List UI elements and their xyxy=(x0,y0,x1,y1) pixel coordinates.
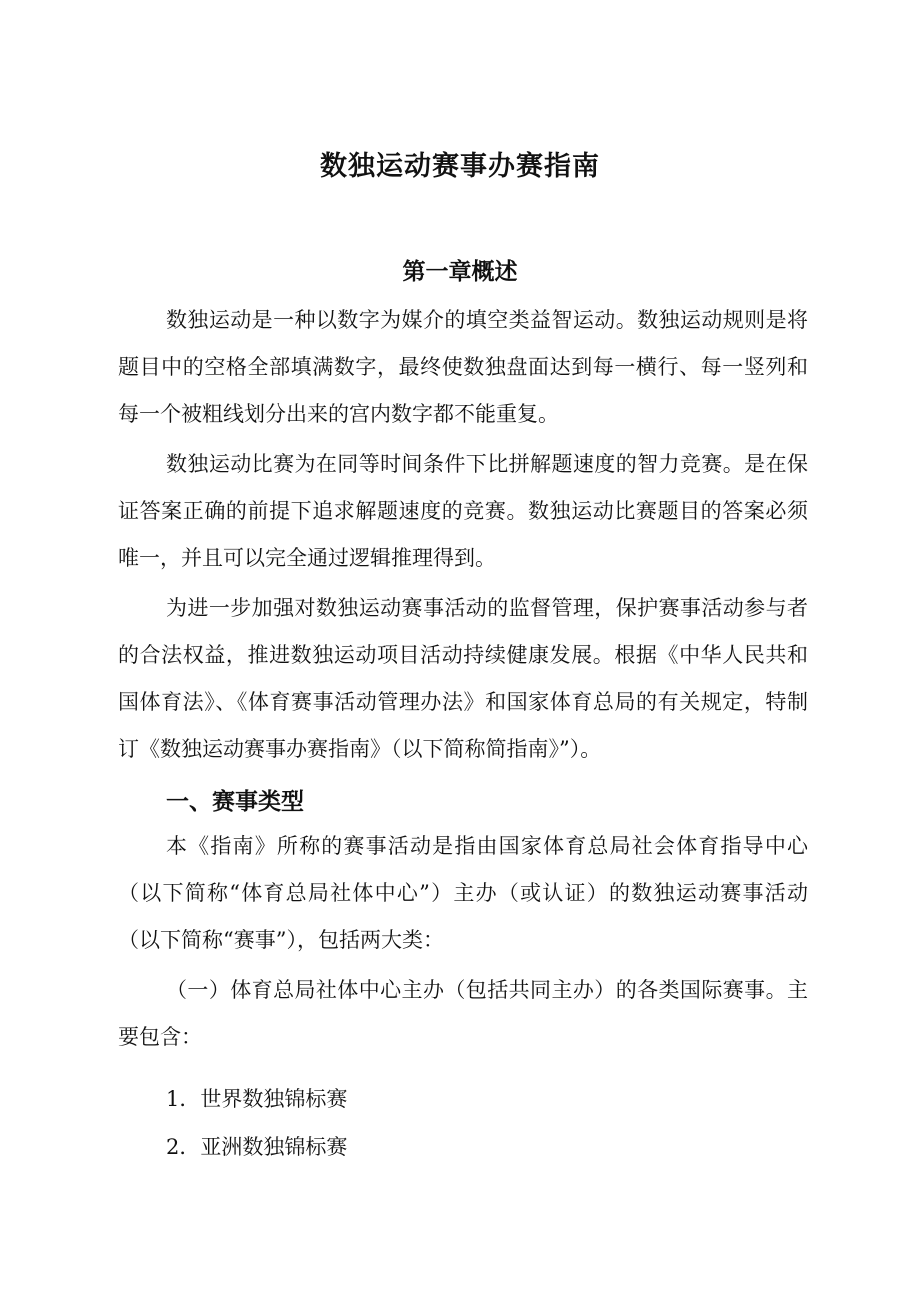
section-paragraph: （一）体育总局社体中心主办（包括共同主办）的各类国际赛事。主要包含： xyxy=(118,978,808,1049)
document-title: 数独运动赛事办赛指南 xyxy=(320,151,600,182)
section-heading: 一、赛事类型 xyxy=(166,789,304,815)
chapter-title: 第一章概述 xyxy=(402,259,518,285)
section-paragraph: 本《指南》所称的赛事活动是指由国家体育总局社会体育指导中心（以下简称“体育总局社体中心”）主办（或认证）的数独运动赛事活动（以下简称“赛事”），包括两大类： xyxy=(118,834,808,952)
overview-paragraph: 数独运动是一种以数字为媒介的填空类益智运动。数独运动规则是将题目中的空格全部填满数字，最终使数独盘面达到每一横行、每一竖列和每一个被粗线划分出来的宫内数字都不能重复。 xyxy=(118,308,808,426)
overview-paragraph: 为进一步加强对数独运动赛事活动的监督管理，保护赛事活动参与者的合法权益，推进数独运动项目活动持续健康发展。根据《中华人民共和国体育法》、《体育赛事活动管理办法》和国家体育总局的有关规定，特制订《数独运动赛事办赛指南》（以下简称简指南》”）。 xyxy=(118,596,808,761)
list-item: 2．亚洲数独锦标赛 xyxy=(166,1135,348,1159)
overview-paragraph: 数独运动比赛为在同等时间条件下比拼解题速度的智力竞赛。是在保证答案正确的前提下追求解题速度的竞赛。数独运动比赛题目的答案必须唯一，并且可以完全通过逻辑推理得到。 xyxy=(118,452,808,570)
list-item: 1．世界数独锦标赛 xyxy=(166,1087,348,1111)
